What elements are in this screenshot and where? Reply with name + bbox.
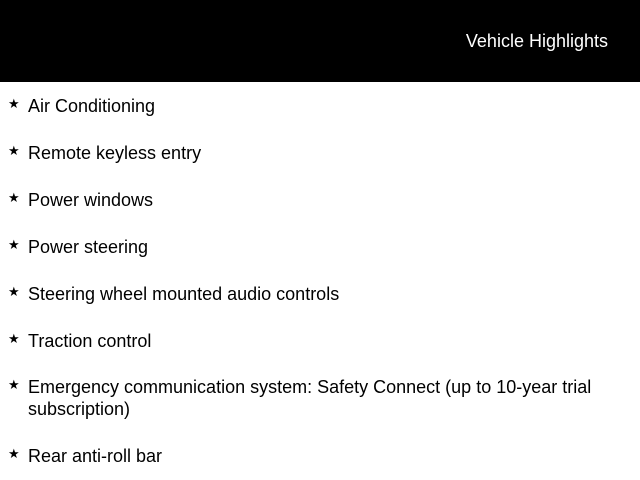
page-title: Vehicle Highlights — [465, 31, 608, 51]
list-item-label: Traction control — [28, 331, 152, 351]
star-icon: ★ — [8, 238, 20, 253]
star-icon: ★ — [8, 144, 20, 159]
list-item-label: Rear anti-roll bar — [28, 446, 163, 466]
star-icon: ★ — [8, 191, 20, 206]
list-item-label: Power steering — [28, 237, 149, 257]
star-icon: ★ — [8, 97, 20, 112]
header-bar — [0, 0, 640, 82]
list-item-label: Power windows — [28, 190, 154, 210]
star-icon: ★ — [8, 378, 20, 393]
list-item-label: Remote keyless entry — [28, 143, 202, 163]
list-item-label: Emergency communication system: Safety Connect (up to 10-year trial subscription) — [28, 377, 592, 419]
star-icon: ★ — [8, 447, 20, 462]
list-item-label: Steering wheel mounted audio controls — [28, 284, 340, 304]
list-item-label: Air Conditioning — [28, 96, 156, 116]
star-icon: ★ — [8, 285, 20, 300]
star-icon: ★ — [8, 332, 20, 347]
